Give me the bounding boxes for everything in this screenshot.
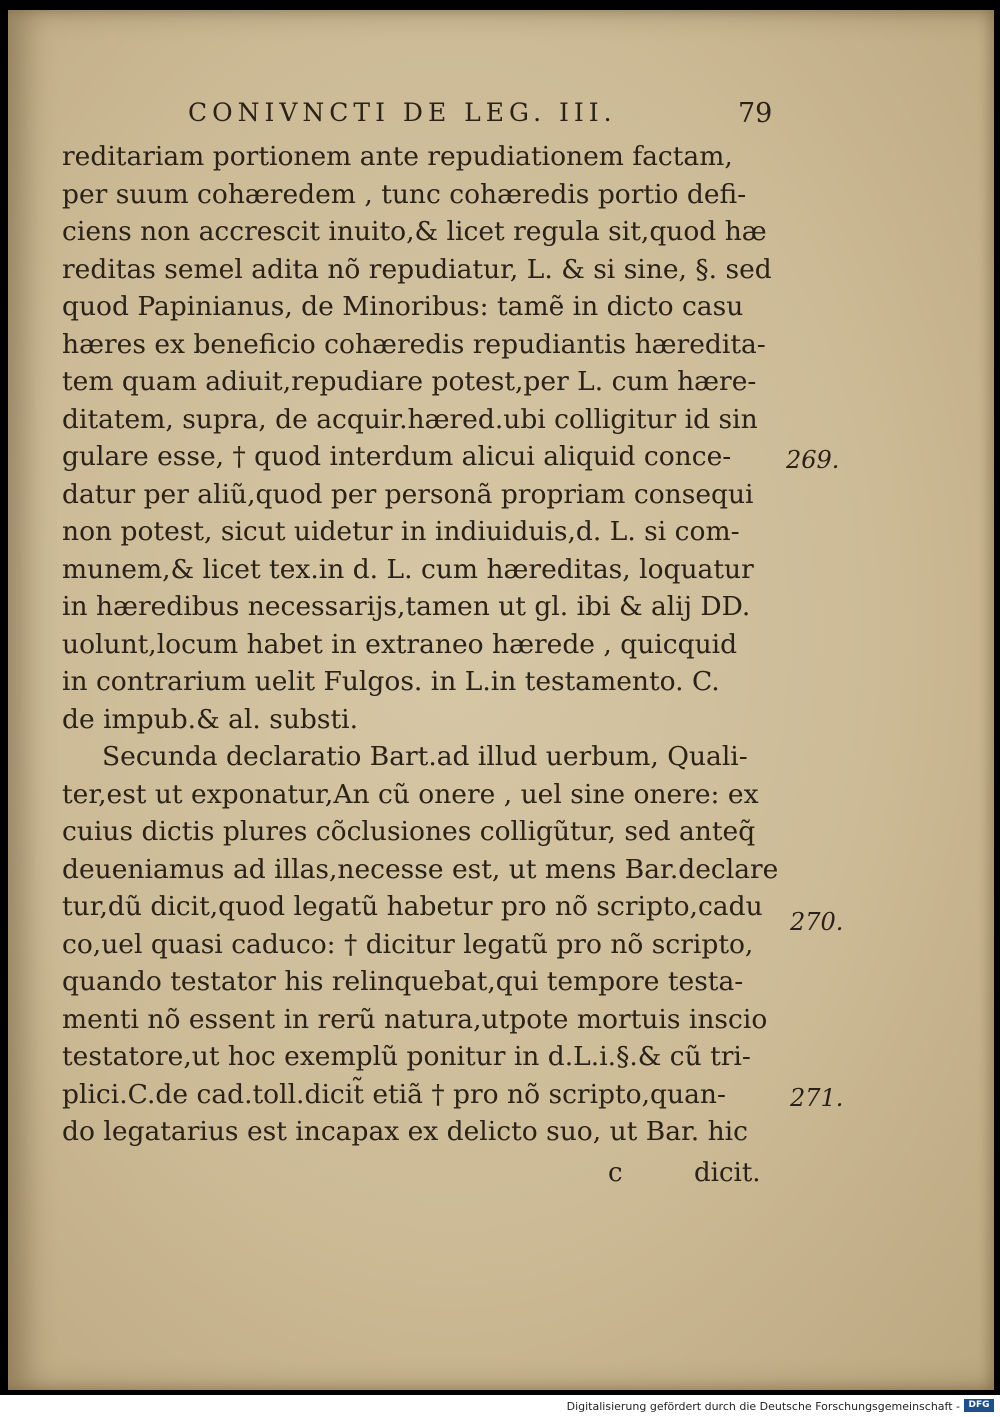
running-head: CONIVNCTI DE LEG. III. [188, 98, 617, 127]
text-line: menti nõ essent in rerũ natura,utpote mortuis inscio [62, 1003, 768, 1035]
text-line: de impub.& al. substi. [62, 703, 359, 735]
text-line: co,uel quasi caduco: † dicitur legatũ pro nõ scripto, [62, 928, 754, 960]
text-line: reditariam portionem ante repudiationem factam, [62, 141, 733, 172]
text-line: tur,dũ dicit,quod legatũ habetur pro nõ scripto,cadu [62, 891, 763, 922]
text-line: per suum cohæredem , tunc cohæredis portio defi- [62, 178, 747, 210]
text-line: quando testator his relinquebat,qui tempore testa- [62, 966, 744, 997]
signature-mark: c [608, 1158, 623, 1188]
text-line: munem,& licet tex.in d. L. cum hæreditas, loquatur [62, 553, 754, 585]
text-line: reditas semel adita nõ repudiatur, L. & si sine, §. sed [62, 253, 772, 285]
text-line: in contrarium uelit Fulgos. in L.in testamento. C. [62, 666, 720, 697]
text-line: ciens non accrescit inuito,& licet regula sit,quod hæ [62, 216, 767, 247]
margin-note-270: 270. [790, 908, 844, 936]
dfg-logo: DFG [964, 1399, 994, 1412]
margin-note-269: 269. [786, 446, 840, 474]
text-line: ter,est ut exponatur,An cũ onere , uel sine onere: ex [62, 778, 759, 810]
text-line: quod Papinianus, de Minoribus: tamẽ in dicto casu [62, 291, 744, 322]
text-line: datur per aliũ,quod per personã propriam consequi [62, 478, 754, 510]
text-line: do legatarius est incapax ex delicto suo, ut Bar. hic [62, 1116, 748, 1147]
text-line: testatore,ut hoc exemplũ ponitur in d.L.i.§.& cũ tri- [62, 1041, 751, 1072]
digitization-credit: Digitalisierung gefördert durch die Deutsche Forschungsgemeinschaft - [566, 1400, 960, 1413]
page-number: 79 [738, 98, 773, 129]
text-line: hæres ex beneficio cohæredis repudiantis hæredita- [62, 328, 766, 360]
book-page [8, 10, 994, 1390]
text-line: plici.C.de cad.toll.dicit̃ etiã † pro nõ scripto,quan- [62, 1078, 726, 1110]
catchword: dicit. [694, 1158, 761, 1188]
text-line: non potest, sicut uidetur in indiuiduis,d. L. si com- [62, 516, 740, 547]
text-line: gulare esse, † quod interdum alicui aliquid conce- [62, 441, 732, 472]
margin-note-271: 271. [790, 1084, 844, 1112]
body-text [62, 138, 777, 1151]
text-line: cuius dictis plures cõclusiones colligũtur, sed anteq̃ [62, 816, 756, 847]
text-line: tem quam adiuit,repudiare potest,per L. cum hære- [62, 366, 757, 397]
text-line: in hæredibus necessarijs,tamen ut gl. ibi & alij DD. [62, 591, 751, 622]
text-line: uolunt,locum habet in extraneo hærede , quicquid [62, 628, 738, 660]
text-line: ditatem, supra, de acquir.hæred.ubi colligitur id sin [62, 403, 758, 435]
text-line: deueniamus ad illas,necesse est, ut mens Bar.declare [62, 853, 779, 885]
paragraph-start-line: Secunda declaratio Bart.ad illud uerbum, Quali- [102, 741, 748, 772]
